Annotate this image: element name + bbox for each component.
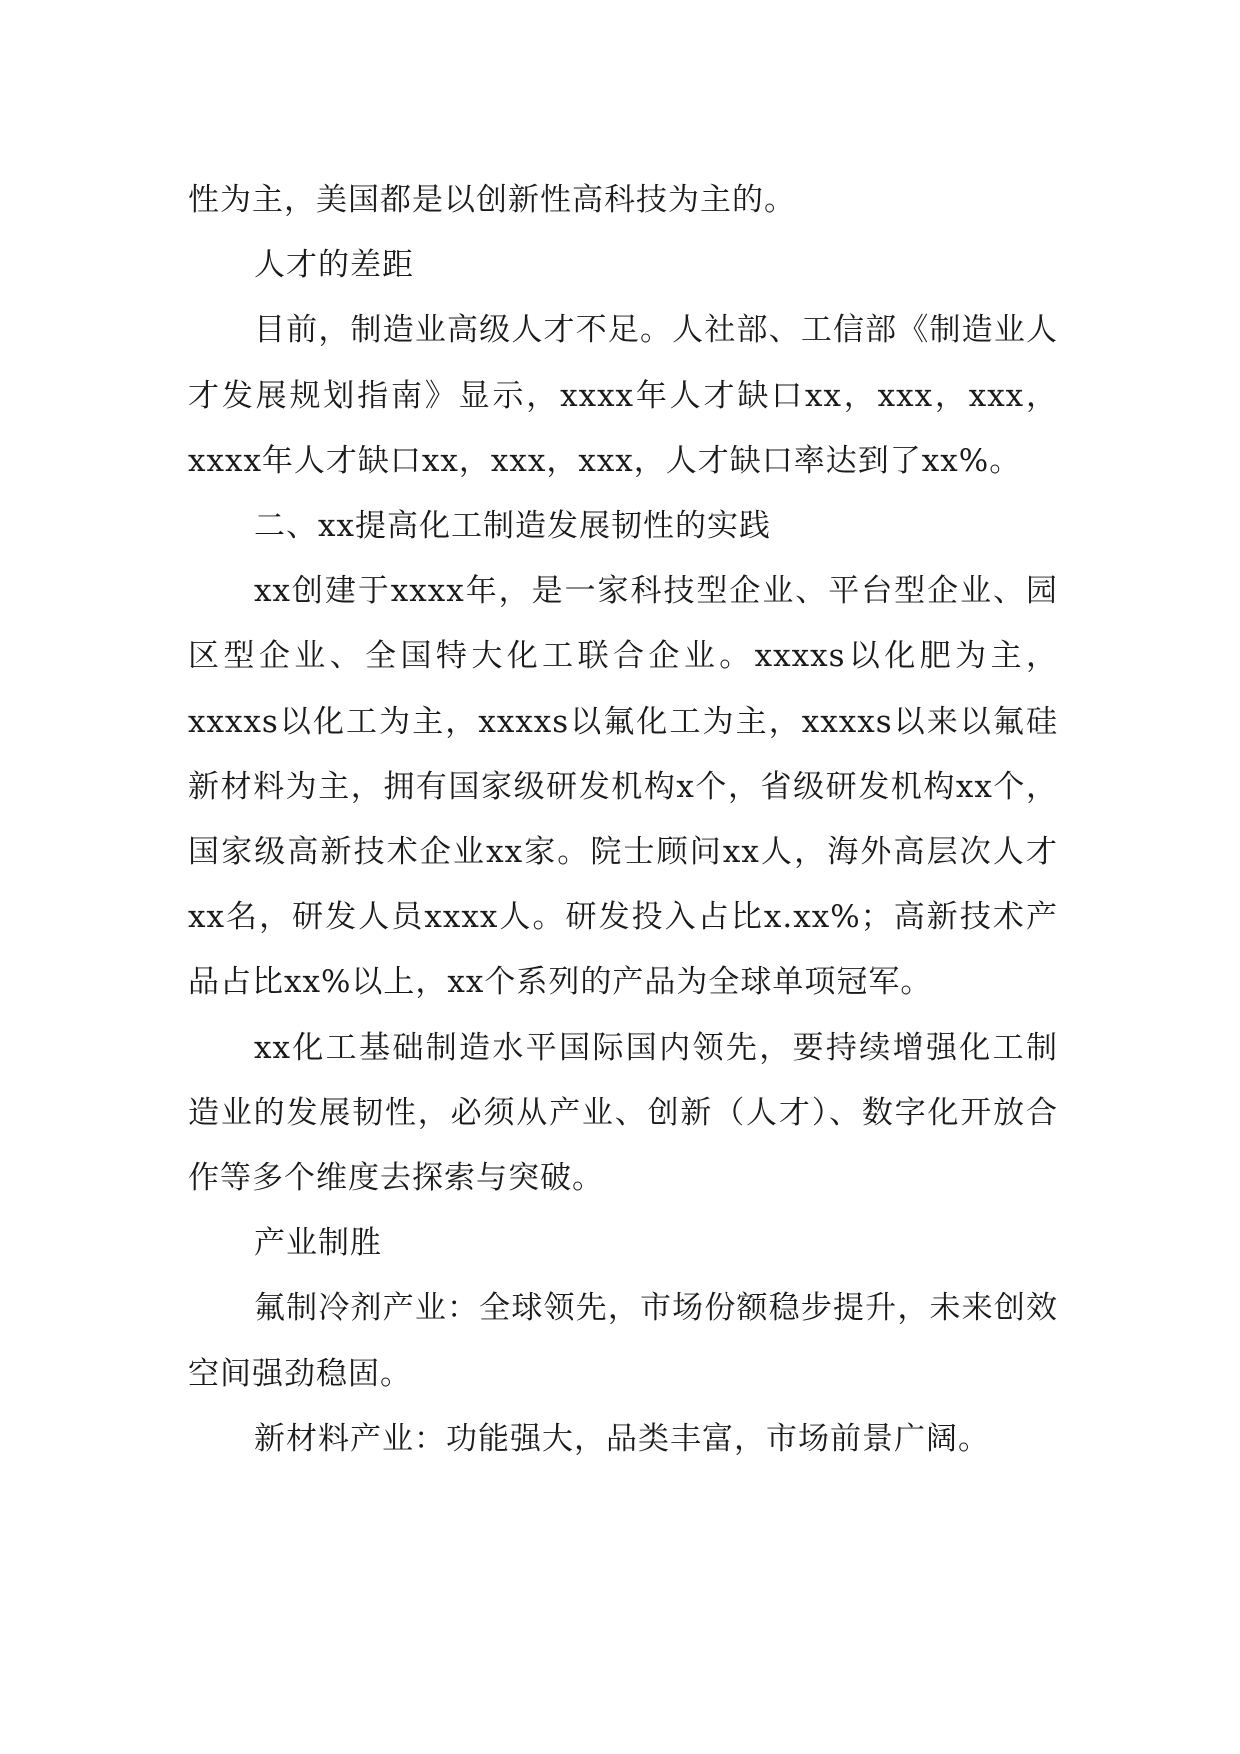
paragraph-new-materials-industry: 新材料产业：功能强大，品类丰富，市场前景广阔。 bbox=[254, 1420, 990, 1457]
section-heading-practice: 二、xx提高化工制造发展韧性的实践 bbox=[254, 508, 771, 545]
section-heading-industry: 产业制胜 bbox=[254, 1225, 382, 1262]
paragraph-talent-shortage: 目前，制造业高级人才不足。人社部、工信部《制造业人才发展规划指南》显示，xxxx年人才缺口xx，xxx，xxx，xxxx年人才缺口xx，xxx，xxx，人才缺口率达到了xx%。 bbox=[188, 312, 1058, 479]
document-body bbox=[188, 168, 1058, 1472]
paragraph-refrigerant-industry: 氟制冷剂产业：全球领先，市场份额稳步提升，未来创效空间强劲稳固。 bbox=[188, 1290, 1058, 1392]
paragraph-resilience: xx化工基础制造水平国际国内领先，要持续增强化工制造业的发展韧性，必须从产业、创新（人才）、数字化开放合作等多个维度去探索与突破。 bbox=[188, 1029, 1058, 1197]
paragraph-continuation: 性为主，美国都是以创新性高科技为主的。 bbox=[188, 182, 796, 218]
paragraph-company-profile: xx创建于xxxx年，是一家科技型企业、平台型企业、园区型企业、全国特大化工联合企业。xxxxs以化肥为主，xxxxs以化工为主，xxxxs以氟化工为主，xxxxs以来以氟硅新材料为主，拥有国家级研发机构x个，省级研发机构xx个，国家级高新技术企业xx家。院士顾问xx人，海外高层次人才xx名，研发人员xxxx人。研发投入占比x.xx%；高新技术产品占比xx%以上，xx个系列的产品为全球单项冠军。 bbox=[188, 573, 1058, 1001]
section-heading-talent-gap: 人才的差距 bbox=[254, 247, 414, 284]
